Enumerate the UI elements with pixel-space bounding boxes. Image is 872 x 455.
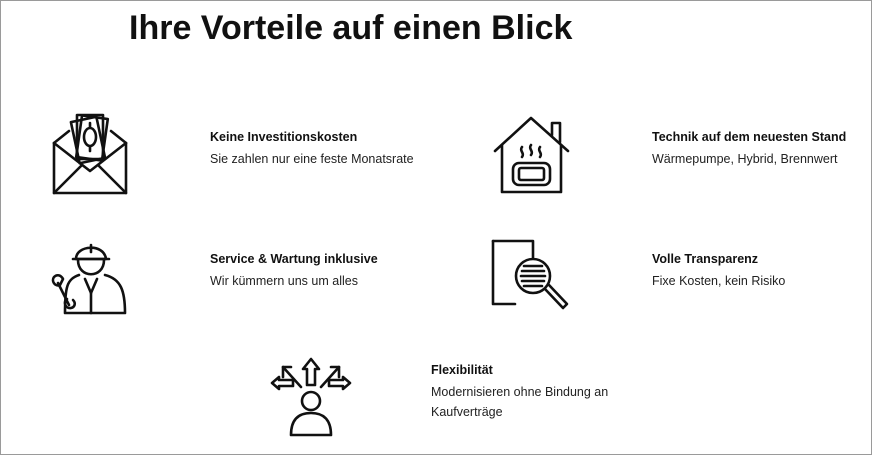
- feature-no-investment: [210, 129, 414, 169]
- feature-service: [210, 251, 378, 291]
- feature-title: Volle Transparenz: [652, 252, 759, 266]
- feature-technology: [652, 129, 846, 169]
- feature-title: Flexibilität: [431, 363, 493, 377]
- feature-description: Wärmepumpe, Hybrid, Brennwert: [652, 152, 838, 166]
- feature-description: Fixe Kosten, kein Risiko: [652, 274, 786, 288]
- house-heater-icon: [492, 115, 572, 195]
- money-envelope-icon: [51, 113, 129, 195]
- feature-transparency: [652, 251, 785, 291]
- technician-wrench-icon: [49, 235, 129, 315]
- feature-title: Keine Investitionskosten: [210, 130, 358, 144]
- feature-description: Wir kümmern uns um alles: [210, 274, 358, 288]
- document-magnifier-icon: [491, 238, 575, 316]
- feature-description: Modernisieren ohne Bindung an Kaufverträge: [431, 385, 609, 419]
- feature-description: Sie zahlen nur eine feste Monatsrate: [210, 152, 414, 166]
- feature-title: Service & Wartung inklusive: [210, 252, 378, 266]
- page-title: Ihre Vorteile auf einen Blick: [129, 9, 573, 47]
- feature-title: Technik auf dem neuesten Stand: [652, 130, 847, 144]
- feature-flexibility: [431, 362, 621, 422]
- person-arrows-icon: [269, 355, 353, 439]
